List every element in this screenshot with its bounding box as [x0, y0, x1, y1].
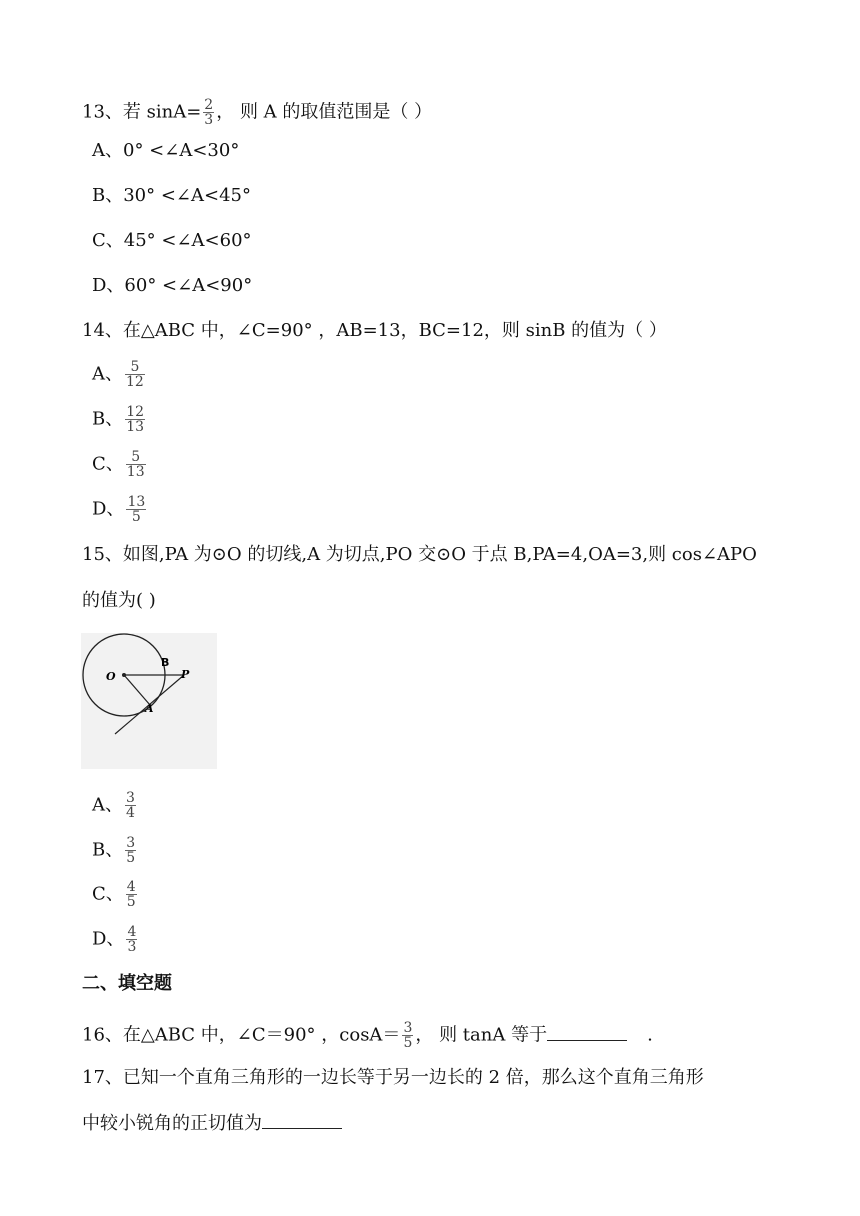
q14-option-c-fraction: $\frac{5}{13}$ — [126, 449, 145, 480]
q15-option-d: D、 $\frac{4}{3}$ — [92, 924, 137, 955]
q13-option-d: D、60° <∠A<90° — [92, 275, 253, 296]
q17-stem-line2: 中较小锐角的正切值为 — [82, 1110, 342, 1136]
q15-figure — [81, 633, 217, 769]
label-b: B — [161, 656, 170, 669]
q15-option-a: A、 $\frac{3}{4}$ — [92, 790, 135, 821]
q14-option-b: B、 $\frac{12}{13}$ — [92, 404, 145, 435]
q15-option-b-fraction: $\frac{3}{5}$ — [126, 835, 136, 866]
q15-option-d-fraction: $\frac{4}{3}$ — [127, 924, 137, 955]
q17-answer-blank[interactable] — [262, 1110, 342, 1129]
q15-stem-line1: 15、如图,PA 为⊙O 的切线,A 为切点,PO 交⊙O 于点 B,PA=4,OA=3,则 cos∠APO — [82, 544, 757, 565]
q13-option-c: C、45° <∠A<60° — [92, 230, 252, 251]
q15-option-a-fraction: $\frac{3}{4}$ — [126, 790, 135, 821]
q16-stem: 16、在△ABC 中，∠C＝90° ，cosA＝ $\frac{3}{5}$ ， 则 tanA 等于 . — [82, 1020, 653, 1051]
q15-option-b: B、 $\frac{3}{5}$ — [92, 835, 136, 866]
segment-oa — [124, 675, 150, 705]
q16-answer-blank[interactable] — [547, 1022, 627, 1041]
center-point — [122, 673, 126, 677]
q13-option-b: B、30° <∠A<45° — [92, 185, 252, 206]
circle-tangent-diagram — [81, 633, 217, 769]
label-a: A — [145, 702, 154, 715]
q15-option-c-fraction: $\frac{4}{5}$ — [126, 879, 136, 910]
label-o: O — [106, 670, 116, 683]
q14-option-b-fraction: $\frac{12}{13}$ — [126, 404, 145, 435]
q14-option-a: A、 $\frac{5}{12}$ — [92, 359, 144, 390]
label-p: P — [181, 668, 190, 681]
q14-option-d-fraction: $\frac{13}{5}$ — [127, 494, 146, 525]
q14-stem: 14、在△ABC 中，∠C=90° ，AB=13，BC=12，则 sinB 的值为（ ） — [82, 320, 667, 341]
q15-option-c: C、 $\frac{4}{5}$ — [92, 879, 136, 910]
q15-stem-line2: 的值为( ) — [82, 590, 156, 611]
q13-option-a: A、0° <∠A<30° — [92, 140, 240, 161]
q14-option-c: C、 $\frac{5}{13}$ — [92, 449, 145, 480]
q14-option-a-fraction: $\frac{5}{12}$ — [126, 359, 144, 390]
section-heading: 二、填空题 — [82, 973, 172, 994]
q13-stem: 13、若 sinA= $\frac{2}{3}$ ， 则 A 的取值范围是（ ） — [82, 97, 433, 128]
q14-option-d: D、 $\frac{13}{5}$ — [92, 494, 146, 525]
q13-fraction: $\frac{2}{3}$ — [204, 97, 214, 128]
q17-stem-line1: 17、已知一个直角三角形的一边长等于另一边长的 2 倍，那么这个直角三角形 — [82, 1067, 704, 1088]
q16-fraction: $\frac{3}{5}$ — [403, 1020, 413, 1051]
